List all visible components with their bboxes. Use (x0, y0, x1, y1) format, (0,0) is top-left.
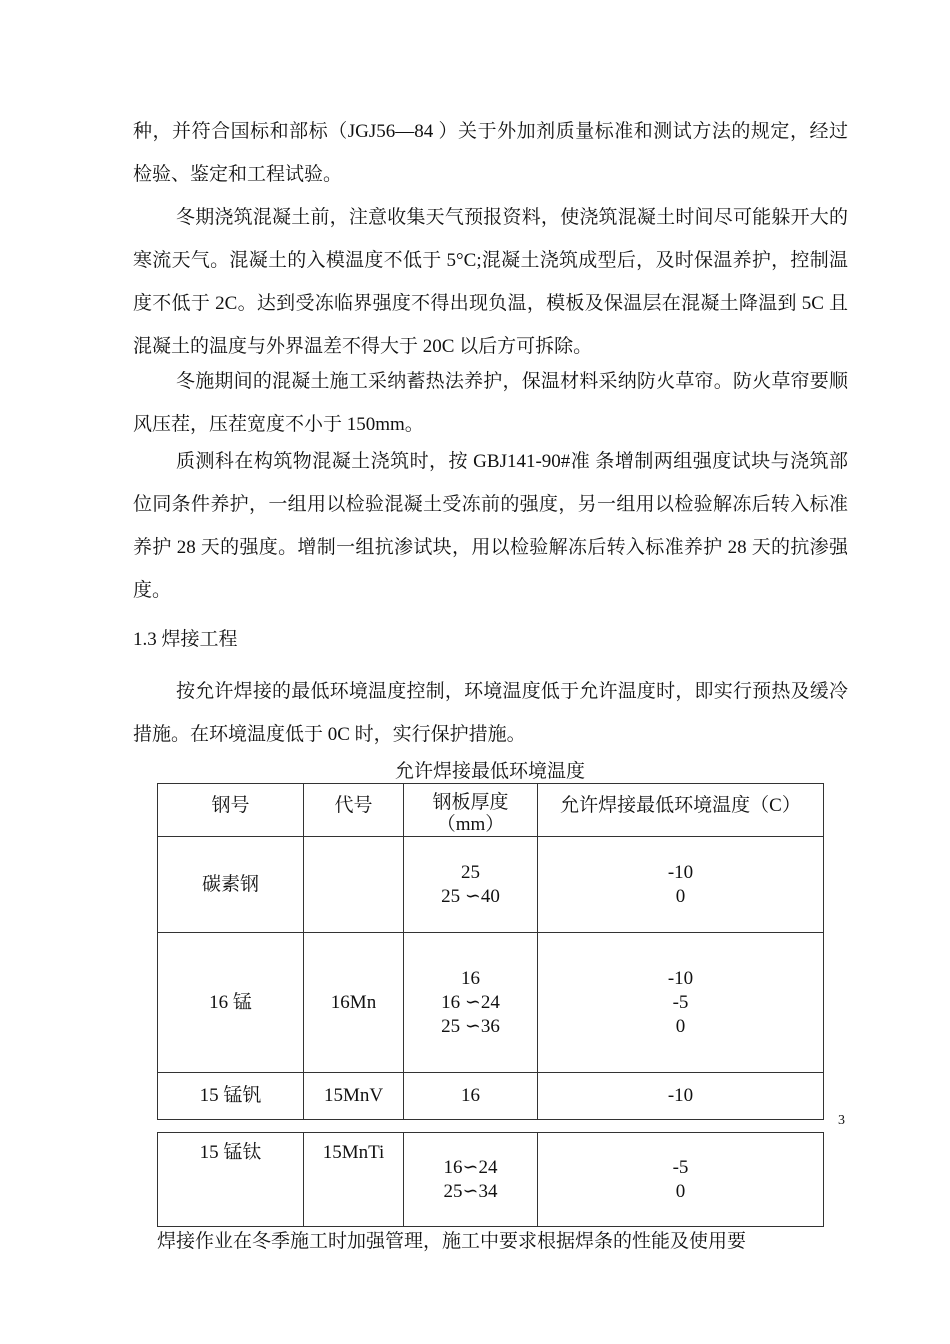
thickness-value: 25 ∽40 (441, 885, 500, 907)
table-header-row (158, 784, 824, 837)
thickness-value: 25 ∽36 (441, 1015, 500, 1037)
thickness-cell: 16 (404, 1073, 538, 1120)
temp-value: 0 (675, 1180, 686, 1202)
temp-value: -5 (672, 1156, 689, 1178)
header-temp: 允许焊接最低环境温度（C） (538, 784, 824, 837)
welding-temperature-table-continued (157, 1132, 824, 1227)
paragraph-2: 冬期浇筑混凝土前，注意收集天气预报资料，使浇筑混凝土时间尽可能躲开大的寒流天气。混凝土的入模温度不低于 5°C;混凝土浇筑成型后，及时保温养护，控制温度不低于 2C。达到受冻临界强度不得出现负温，模板及保温层在混凝土降温到 5C 且混凝土的温度与外界温差不得大于 20C 以后方可拆除。 (133, 207, 848, 357)
table-caption: 允许焊接最低环境温度 (394, 761, 585, 782)
thickness-value: 16 ∽24 (441, 991, 500, 1013)
code-cell: 15MnV (304, 1073, 404, 1120)
code-cell (304, 837, 404, 933)
code-cell: 16Mn (304, 933, 404, 1073)
code-cell: 15MnTi (304, 1133, 404, 1227)
section-paragraph: 按允许焊接的最低环境温度控制，环境温度低于允许温度时，即实行预热及缓冷措施。在环境温度低于 0C 时，实行保护措施。 (133, 681, 848, 745)
table-row (158, 837, 824, 933)
steel-cell: 16 锰 (158, 933, 304, 1073)
header-steel: 钢号 (158, 784, 304, 837)
section-heading: 1.3 焊接工程 (133, 629, 238, 650)
thickness-cell (404, 837, 538, 933)
temp-cell: -10 (538, 1073, 824, 1120)
temp-value: 0 (675, 885, 686, 907)
table-row (158, 933, 824, 1073)
temp-cell (538, 1133, 824, 1227)
table-row (158, 1073, 824, 1120)
paragraph-3: 冬施期间的混凝土施工采纳蓄热法养护，保温材料采纳防火草帘。防火草帘要顺风压茬，压茬宽度不小于 150mm。 (133, 371, 848, 435)
thickness-value: 16 (461, 967, 480, 989)
paragraph-4: 质测科在构筑物混凝土浇筑时，按 GBJ141-90#准 条增制两组强度试块与浇筑部位同条件养护，一组用以检验混凝土受冻前的强度，另一组用以检验解冻后转入标准养护 28 天的强度。增制一组抗渗试块，用以检验解冻后转入标准养护 28 天的抗渗强度。 (133, 451, 848, 601)
steel-cell: 碳素钢 (158, 837, 304, 933)
steel-cell: 15 锰钛 (158, 1133, 304, 1227)
bottom-paragraph: 焊接作业在冬季施工时加强管理，施工中要求根据焊条的性能及使用要 (157, 1231, 747, 1252)
temp-cell (538, 933, 824, 1073)
thickness-value: 16∽24 (443, 1156, 498, 1178)
thickness-value: 25 (461, 861, 480, 883)
welding-temperature-table (157, 783, 824, 1120)
header-code: 代号 (304, 784, 404, 837)
temp-value: -5 (672, 991, 689, 1013)
steel-cell: 15 锰钒 (158, 1073, 304, 1120)
temp-cell (538, 837, 824, 933)
temp-value: -10 (667, 861, 694, 883)
temp-value: 0 (675, 1015, 686, 1037)
header-thickness: 钢板厚度（mm） (404, 784, 538, 837)
thickness-cell (404, 933, 538, 1073)
paragraph-1: 种，并符合国标和部标（JGJ56—84 ）关于外加剂质量标准和测试方法的规定，经过检验、鉴定和工程试验。 (133, 121, 848, 185)
temp-value: -10 (667, 967, 694, 989)
page-number: 3 (838, 1113, 845, 1128)
thickness-value: 25∽34 (443, 1180, 498, 1202)
thickness-cell (404, 1133, 538, 1227)
table-row (158, 1133, 824, 1227)
